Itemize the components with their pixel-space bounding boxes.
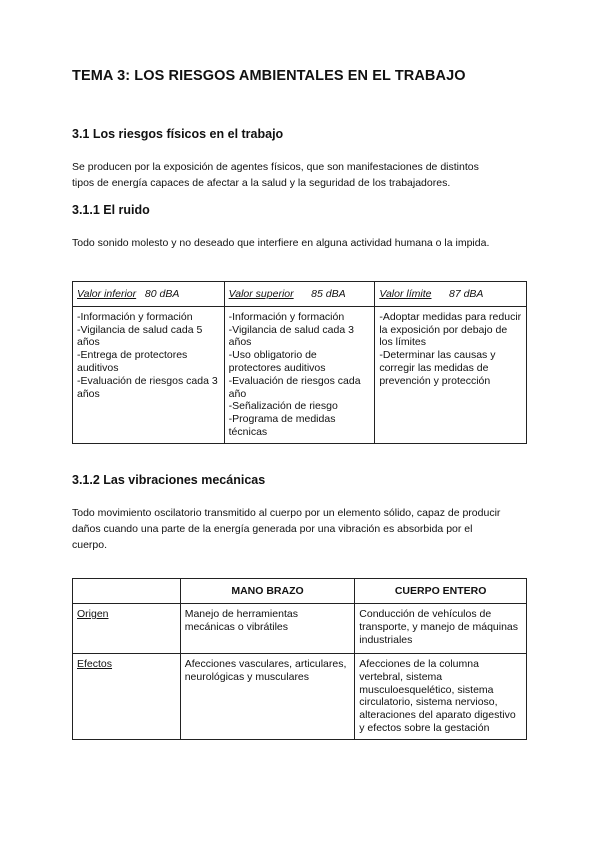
noise-header-limit: [375, 282, 527, 307]
section-3-1-2-text-line-2: daños cuando una parte de la energía generada por una vibración es absorbida por el: [72, 523, 473, 535]
section-3-1-text-line-2: tipos de energía capaces de afectar a la salud y la seguridad de los trabajadores.: [72, 177, 451, 189]
effects-whole-body: Afecciones de la columna vertebral, sistema musculoesquelético, sistema circulatorio, sistema nervioso, alteraciones del aparato digestivo y efectos sobre la gestación: [355, 654, 527, 740]
noise-table-header-row: [73, 282, 527, 307]
row-label-origin: [73, 604, 181, 654]
section-heading-3-1-1: 3.1.1 El ruido: [72, 203, 150, 217]
list-item: -Programa de medidas técnicas: [228, 413, 336, 438]
row-label-effects: [73, 654, 181, 740]
noise-lower-label: Valor inferior: [77, 288, 137, 300]
noise-header-lower: [73, 282, 225, 307]
list-item: -Información y formación: [228, 310, 345, 323]
vibration-header-whole-body: CUERPO ENTERO: [355, 579, 527, 604]
origin-whole-body: Conducción de vehículos de transporte, y manejo de máquinas industriales: [355, 604, 527, 654]
table-row: [73, 654, 527, 740]
noise-lower-value: 80 dBA: [144, 288, 180, 300]
vibration-header-empty: [73, 579, 181, 604]
noise-upper-value: 85 dBA: [311, 288, 346, 300]
list-item: -Determinar las causas y corregir las medidas de prevención y protección: [379, 349, 496, 387]
list-item: -Uso obligatorio de protectores auditivos: [228, 349, 326, 374]
section-3-1-2-text-line-1: Todo movimiento oscilatorio transmitido al cuerpo por un elemento sólido, capaz de producir: [72, 507, 501, 519]
noise-limit-measures: [375, 306, 527, 443]
section-3-1-1-text: Todo sonido molesto y no deseado que interfiere en alguna actividad humana o la impida.: [72, 237, 490, 249]
effects-label: Efectos: [77, 658, 113, 670]
list-item: -Vigilancia de salud cada 5 años: [77, 323, 203, 349]
section-3-1-text-line-1: Se producen por la exposición de agentes físicos, que son manifestaciones de distintos: [72, 161, 479, 173]
list-item: -Adoptar medidas para reducir la exposición por debajo de los límites: [379, 310, 522, 349]
noise-table-body-row: [73, 306, 527, 443]
page-title: TEMA 3: LOS RIESGOS AMBIENTALES EN EL TRABAJO: [72, 68, 466, 84]
noise-limit-label: Valor límite: [379, 288, 432, 300]
list-item: -Evaluación de riesgos cada año: [228, 374, 361, 400]
list-item: -Información y formación: [77, 310, 193, 323]
section-heading-3-1-2: 3.1.2 Las vibraciones mecánicas: [72, 473, 266, 487]
origin-label: Origen: [77, 608, 109, 620]
section-heading-3-1: 3.1 Los riesgos físicos en el trabajo: [72, 127, 284, 141]
vibration-table-header-row: [73, 579, 527, 604]
list-item: -Vigilancia de salud cada 3 años: [228, 323, 354, 349]
list-item: -Entrega de protectores auditivos: [77, 349, 188, 374]
effects-hand-arm: Afecciones vasculares, articulares, neurológicas y musculares: [180, 654, 355, 740]
noise-upper-measures: [224, 306, 375, 443]
list-item: -Señalización de riesgo: [228, 400, 338, 413]
noise-levels-table: [72, 281, 527, 444]
vibrations-table: [72, 578, 527, 740]
noise-limit-value: 87 dBA: [448, 288, 484, 300]
origin-hand-arm: Manejo de herramientas mecánicas o vibrátiles: [180, 604, 355, 654]
section-3-1-2-text-line-3: cuerpo.: [72, 539, 108, 551]
table-row: [73, 604, 527, 654]
noise-lower-measures: [73, 306, 225, 443]
list-item: -Evaluación de riesgos cada 3 años: [77, 374, 218, 400]
noise-upper-label: Valor superior: [228, 288, 294, 300]
noise-header-upper: [224, 282, 375, 307]
vibration-header-hand-arm: MANO BRAZO: [180, 579, 355, 604]
